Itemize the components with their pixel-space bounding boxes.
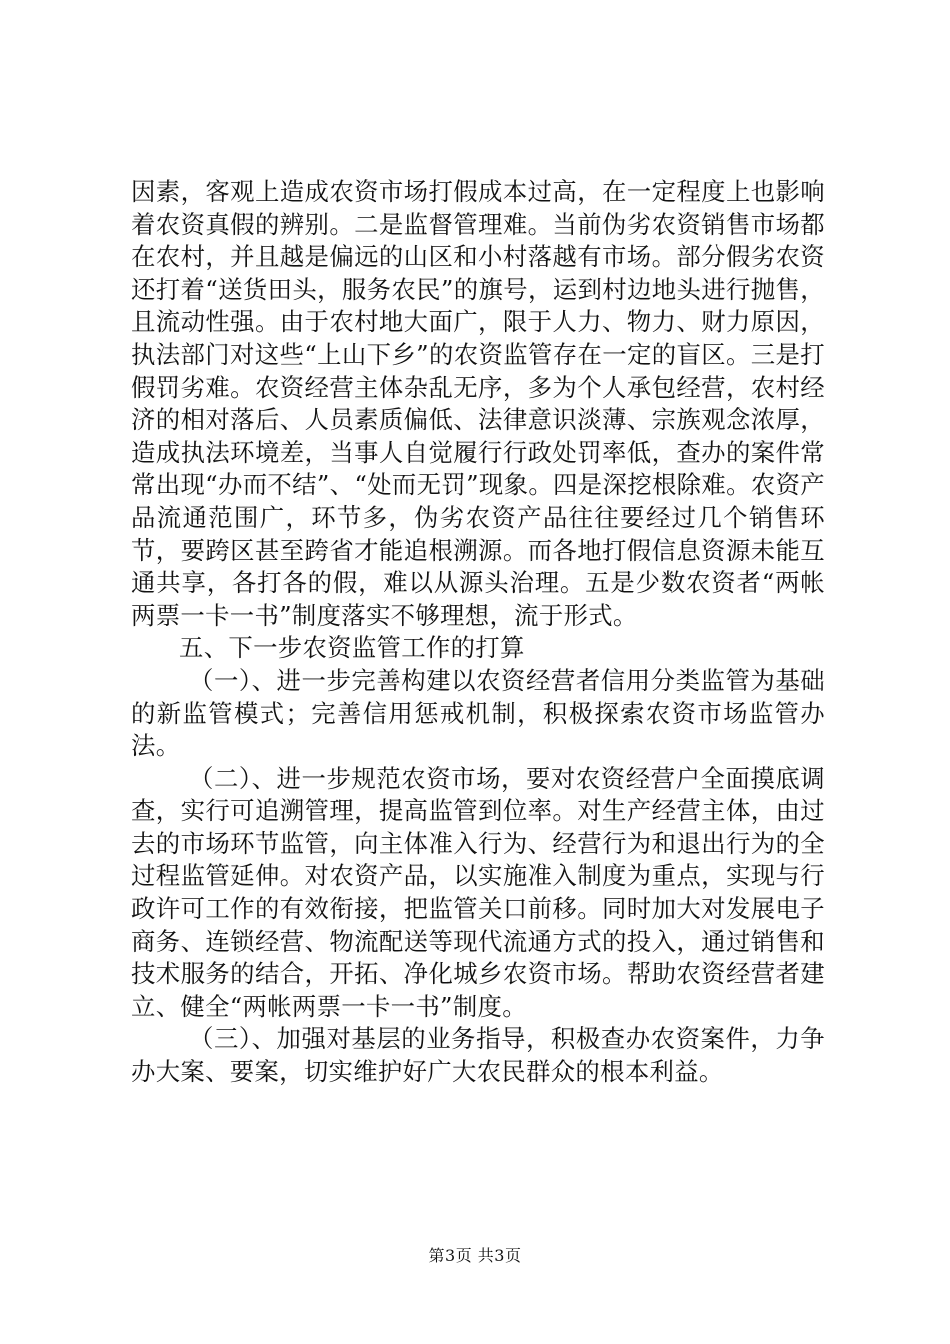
paragraph-item-2: （二）、进一步规范农资市场，要对农资经营户全面摸底调查，实行可追溯管理，提高监管到位率。对生产经营主体，由过去的市场环节监管，向主体准入行为、经营行为和退出行为的全过程监管延伸。对农资产品，以实施准入制度为重点，实现与行政许可工作的有效衔接，把监管关口前移。同时加大对发展电子商务、连锁经营、物流配送等现代流通方式的投入，通过销售和技术服务的结合，开拓、净化城乡农资市场。帮助农资经营者建立、健全“两帐两票一卡一书”制度。 [131, 763, 825, 1021]
section-heading: 五、下一步农资监管工作的打算 [179, 633, 525, 663]
document-body [131, 176, 825, 1089]
paragraph-item-1: （一）、进一步完善构建以农资经营者信用分类监管为基础的新监管模式；完善信用惩戒机制，积极探索农资市场监管办法。 [131, 665, 825, 761]
page-footer [0, 1246, 950, 1266]
paragraph-continued: 因素，客观上造成农资市场打假成本过高，在一定程度上也影响着农资真假的辨别。二是监督管理难。当前伪劣农资销售市场都在农村，并且越是偏远的山区和小村落越有市场。部分假劣农资还打着“送货田头，服务农民”的旗号，运到村边地头进行抛售，且流动性强。由于农村地大面广，限于人力、物力、财力原因，执法部门对这些“上山下乡”的农资监管存在一定的盲区。三是打假罚劣难。农资经营主体杂乱无序，多为个人承包经营，农村经济的相对落后、人员素质偏低、法律意识淡薄、宗族观念浓厚，造成执法环境差，当事人自觉履行行政处罚率低，查办的案件常常出现“办而不结”、“处而无罚”现象。四是深挖根除难。农资产品流通范围广，环节多，伪劣农资产品往往要经过几个销售环节，要跨区甚至跨省才能追根溯源。而各地打假信息资源未能互通共享，各打各的假，难以从源头治理。五是少数农资者“两帐两票一卡一书”制度落实不够理想，流于形式。 [131, 177, 825, 630]
page-number: 第3页 共3页 [428, 1246, 522, 1265]
paragraph-item-3: （三）、加强对基层的业务指导，积极查办农资案件，力争办大案、要案，切实维护好广大农民群众的根本利益。 [131, 1024, 825, 1087]
